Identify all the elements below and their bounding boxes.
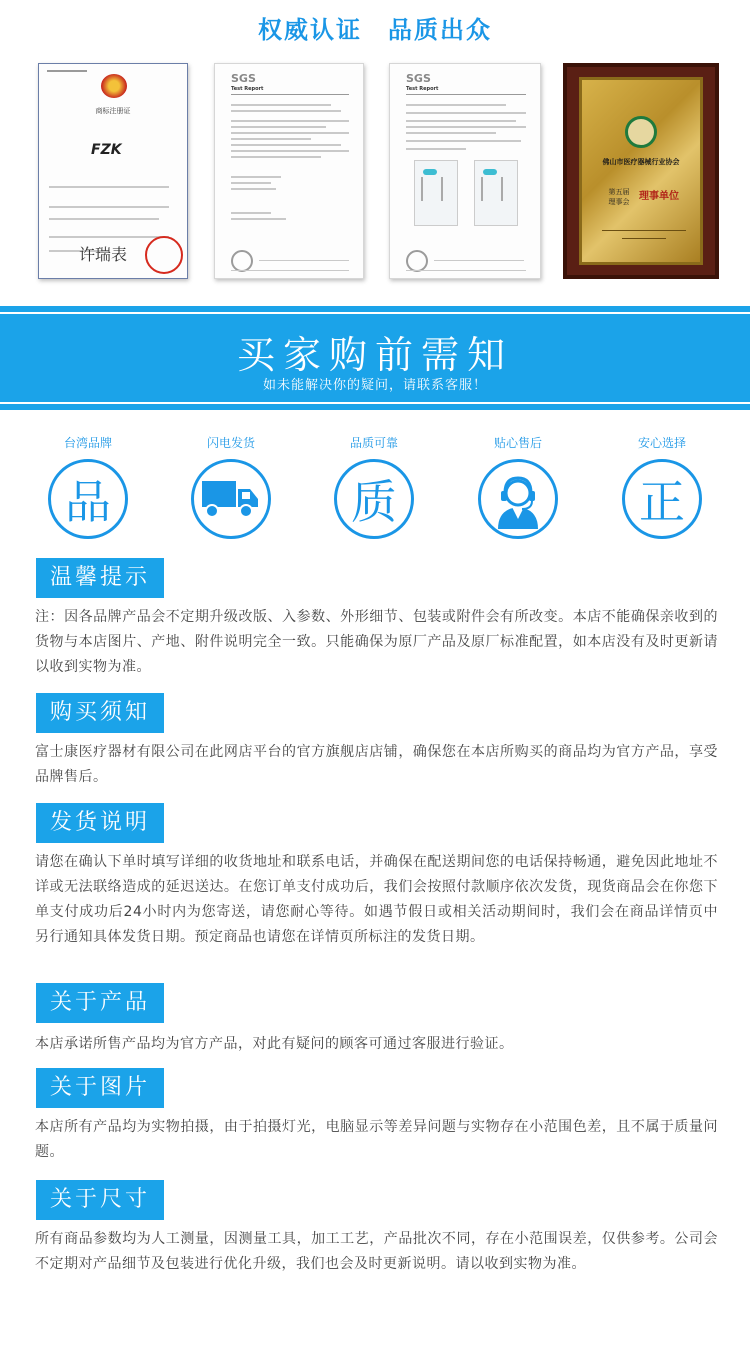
feature-label: 台湾品牌 [63, 436, 112, 450]
shipping-heading: 发货说明 [36, 803, 164, 843]
zhi-char-icon: 质 [334, 459, 414, 539]
title-right: 品质出众 [388, 16, 492, 44]
size-body: 所有商品参数均为人工测量，因测量工具，加工工艺，产品批次不同，存在小范围误差，仅供参考。公司会不定期对产品细节及包装进行优化升级，我们也会及时更新说明。请以收到实物为准。 [35, 1231, 718, 1272]
feature-peace-of-mind [607, 433, 717, 539]
fzk-logo: FZK [91, 142, 122, 158]
purchase-heading: 购买须知 [36, 693, 164, 733]
national-emblem-icon [101, 74, 127, 98]
shipping-body: 请您在确认下单时填写详细的收货地址和联系电话，并确保在配送期间您的电话保持畅通，避免因此地址不详或无法联络造成的延迟送达。在您订单支付成功后，我们会按照付款顺序依次发货，现货商品会在你您下单支付成功后24小时内为您寄送，请您耐心等待。如遇节假日或相关活动期间时，我们会在商品详情页中另行通知具体发货日期。预定商品也请您在详情页所标注的发货日期。 [35, 854, 718, 945]
association-plaque-image [563, 63, 719, 279]
plaque-line2: 理事会 [608, 198, 630, 206]
buyer-notice-banner [0, 306, 750, 410]
pin-char-icon: 品 [48, 459, 128, 539]
registrar-signature: 许瑞表 [79, 245, 128, 264]
red-seal-icon [145, 236, 183, 274]
sgs-report-image-2 [389, 63, 541, 279]
feature-reliable-quality [319, 433, 429, 539]
feature-label: 安心选择 [637, 436, 686, 450]
product-body: 本店承诺所售产品均为官方产品，对此有疑问的顾客可通过客服进行验证。 [35, 1036, 514, 1052]
plaque-line1: 第五届 [608, 188, 630, 196]
plaque-honor: 理事单位 [639, 191, 679, 202]
product-photo-2 [474, 160, 518, 226]
cert-section-title [0, 10, 750, 45]
title-left: 权威认证 [258, 16, 362, 44]
plaque-association: 佛山市医疗器械行业协会 [602, 158, 680, 166]
images-heading: 关于图片 [36, 1068, 164, 1108]
trademark-certificate-image [38, 63, 188, 279]
sgs-report-image-1 [214, 63, 364, 279]
zheng-char-icon: 正 [622, 459, 702, 539]
feature-after-sales [463, 433, 573, 539]
purchase-body: 富士康医疗器材有限公司在此网店平台的官方旗舰店店铺，确保您在本店所购买的商品均为官方产品，享受品牌售后。 [35, 744, 718, 785]
trademark-heading: 商标注册证 [95, 107, 131, 115]
feature-taiwan-brand [33, 433, 143, 539]
banner-subtitle: 如未能解决你的疑问，请联系客服！ [262, 378, 487, 393]
customer-service-icon [478, 459, 558, 539]
feature-label: 品质可靠 [349, 436, 398, 450]
size-heading: 关于尺寸 [36, 1180, 164, 1220]
sgs-seal-icon [406, 250, 428, 272]
sgs-logo: SGS [231, 72, 256, 85]
images-body: 本店所有产品均为实物拍摄，由于拍摄灯光，电脑显示等差异问题与实物存在小范围色差，且不属于质量问题。 [35, 1119, 718, 1160]
feature-fast-delivery [176, 433, 286, 539]
banner-title: 买家购前需知 [236, 333, 513, 377]
sgs-seal-icon [231, 250, 253, 272]
tips-heading: 温馨提示 [36, 558, 164, 598]
feature-label: 贴心售后 [493, 436, 542, 450]
sgs-report-heading: Test Report [406, 86, 439, 92]
sgs-logo: SGS [406, 72, 431, 85]
tips-body: 注：因各品牌产品会不定期升级改版、入参数、外形细节、包装或附件会有所改变。本店不能确保亲收到的货物与本店图片、产地、附件说明完全一致。只能确保为原厂产品及原厂标准配置，如本店没有及时更新请以收到实物为准。 [35, 609, 718, 675]
product-photo-1 [414, 160, 458, 226]
delivery-truck-icon [191, 459, 271, 539]
product-heading: 关于产品 [36, 983, 164, 1023]
association-logo-icon [625, 116, 657, 148]
sgs-report-heading: Test Report [231, 86, 264, 92]
feature-label: 闪电发货 [206, 436, 255, 450]
